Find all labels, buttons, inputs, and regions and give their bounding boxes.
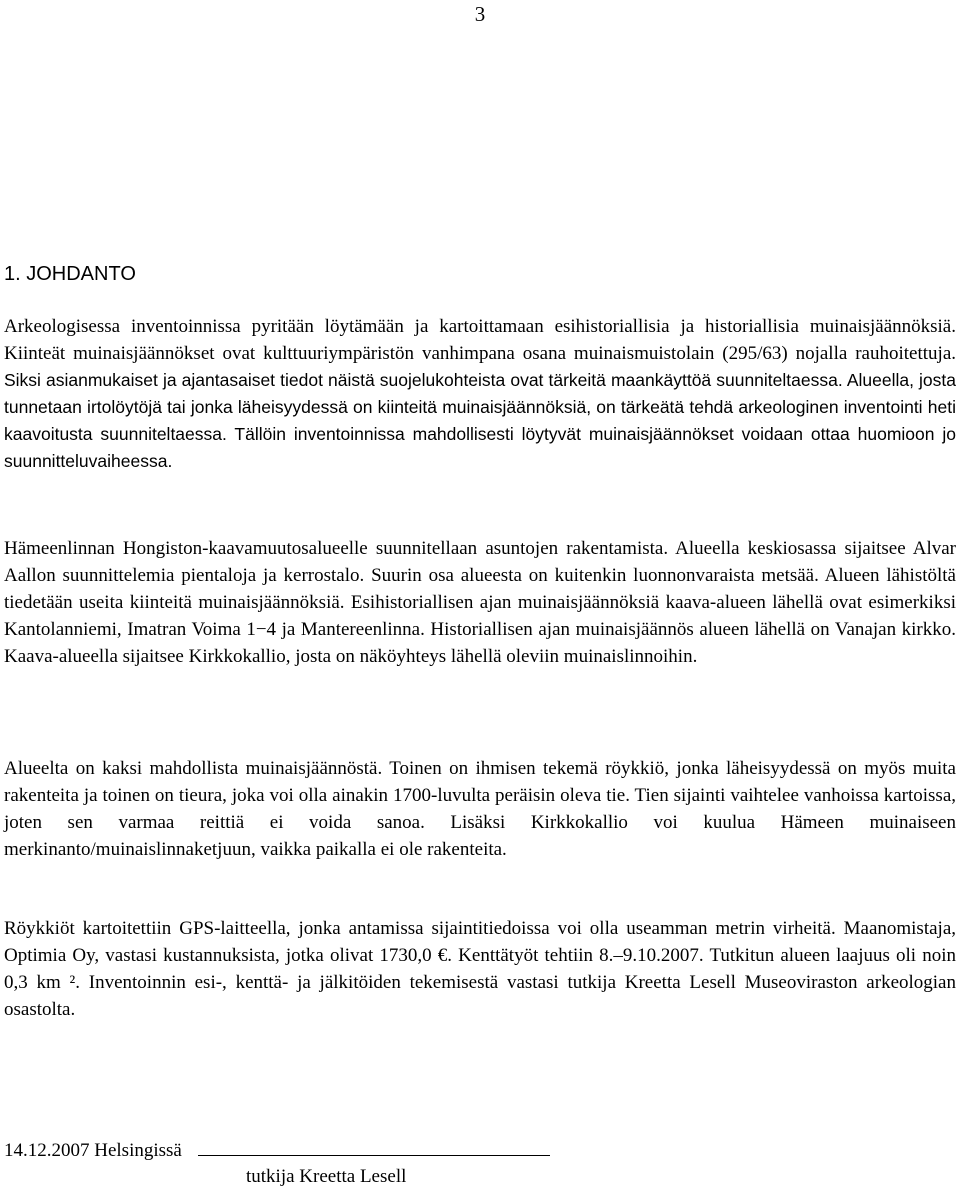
paragraph-intro-part1: Arkeologisessa inventoinnissa pyritään löytämään ja kartoittamaan esihistoriallisia ja historiallisia muinaisjäännöksiä. Kiinteät muinaisjäännökset ovat kulttuuriympäristön vanhimpana osana muinaismuistolain (295/63) nojalla rauhoitettuja.	[4, 316, 956, 364]
signature-date-place: 14.12.2007 Helsingissä	[4, 1140, 182, 1161]
paragraph-findings: Alueelta on kaksi mahdollista muinaisjäännöstä. Toinen on ihmisen tekemä röykkiö, jonka läheisyydessä on myös muita rakenteita ja toinen on tieura, joka voi olla ainakin 1700-luvulta peräisin oleva tie. Tien sijainti vaihtelee vanhoissa kartoissa, joten sen varmaa reittiä ei voida sanoa. Lisäksi Kirkkokallio voi kuulua Hämeen muinaiseen merkinanto/muinaislinnaketjuun, vaikka paikalla ei ole rakenteita.	[4, 758, 956, 860]
signer-name: tutkija Kreetta Lesell	[246, 1166, 407, 1187]
paragraph-intro-part2: Siksi asianmukaiset ja ajantasaiset tiedot näistä suojelukohteista ovat tärkeitä maankäyttöä suunniteltaessa.	[4, 370, 847, 390]
body-text	[4, 313, 956, 501]
section-heading: 1. JOHDANTO	[4, 263, 136, 285]
signature-underline	[198, 1139, 550, 1156]
paragraph-intro-part3: Alueella, josta tunnetaan irtolöytöjä tai jonka läheisyydessä on kiinteitä muinaisjäännöksiä, on tärkeätä tehdä arkeologinen inventointi heti kaavoitusta suunniteltaessa. Tällöin inventoinnissa mahdollisesti löytyvät muinaisjäännökset voidaan ottaa huomioon jo suunnitteluvaiheessa.	[4, 370, 956, 471]
body-text-3	[4, 755, 956, 889]
paragraph-area: Hämeenlinnan Hongiston-kaavamuutosalueelle suunnitellaan asuntojen rakentamista. Alueella keskiosassa sijaitsee Alvar Aallon suunnittelemia pientaloja ja kerrostalo. Suurin osa alueesta on kuitenkin luonnonvaraista metsää. Alueen lähistöltä tiedetään useita kiinteitä muinaisjäännöksiä. Esihistoriallisen ajan muinaisjäännöksiä kaava-alueen lähellä ovat esimerkiksi Kantolanniemi, Imatran Voima 1−4 ja Mantereenlinna. Historiallisen ajan muinaisjäännös alueen lähellä on Vanajan kirkko. Kaava-alueella sijaitsee Kirkkokallio, josta on näköyhteys lähellä oleviin muinaislinnoihin.	[4, 538, 956, 667]
body-text-2	[4, 535, 956, 696]
page-number: 3	[474, 2, 486, 26]
body-text-4	[4, 915, 956, 1049]
paragraph-intro	[4, 313, 956, 475]
signature-line	[4, 1138, 550, 1164]
paragraph-methods: Röykkiöt kartoitettiin GPS-laitteella, jonka antamissa sijaintitiedoissa voi olla useamman metrin virheitä. Maanomistaja, Optimia Oy, vastasi kustannuksista, jotka olivat 1730,0 €. Kenttätyöt tehtiin 8.–9.10.2007. Tutkitun alueen laajuus oli noin 0,3 km ². Inventoinnin esi-, kenttä- ja jälkitöiden tekemisestä vastasi tutkija Kreetta Lesell Museoviraston arkeologian osastolta.	[4, 918, 956, 1020]
